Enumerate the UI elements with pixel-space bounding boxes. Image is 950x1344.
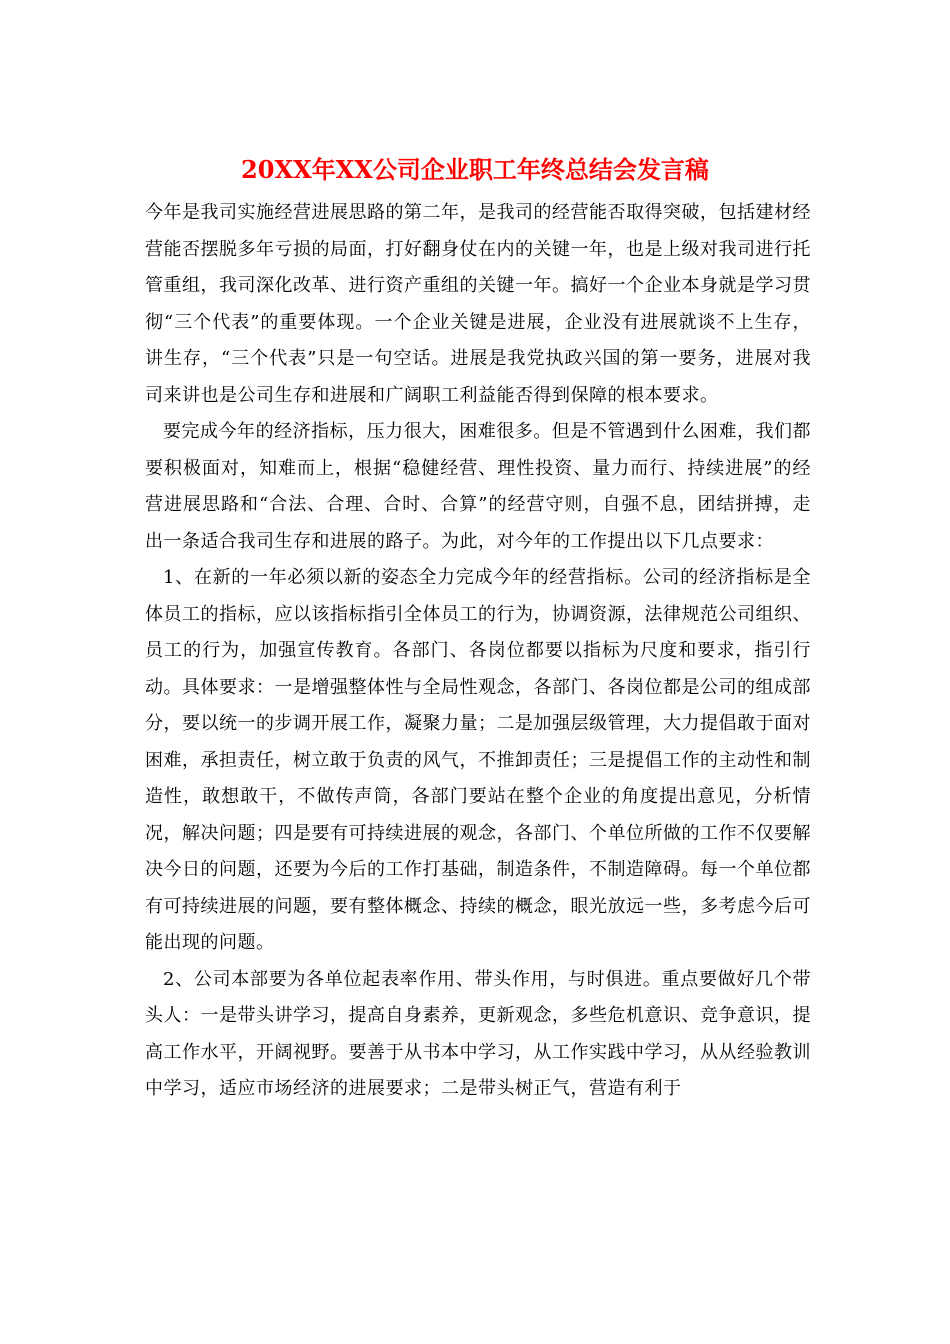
document-body [145,195,811,1108]
paragraph-point-1: 1、在新的一年必须以新的姿态全力完成今年的经营指标。公司的经济指标是全体员工的指标，应以该指标指引全体员工的行为，协调资源，法律规范公司组织、员工的行为，加强宣传教育。各部门、各岗位都要以指标为尺度和要求，指引行动。具体要求：一是增强整体性与全局性观念，各部门、各岗位都是公司的组成部分，要以统一的步调开展工作，凝聚力量；二是加强层级管理，大力提倡敢于面对困难，承担责任，树立敢于负责的风气，不推卸责任；三是提倡工作的主动性和制造性，敢想敢干，不做传声筒，各部门要站在整个企业的角度提出意见，分析情况，解决问题；四是要有可持续进展的观念，各部门、个单位所做的工作不仅要解决今日的问题，还要为今后的工作打基础，制造条件，不制造障碍。每一个单位都有可持续进展的问题，要有整体概念、持续的概念，眼光放远一些，多考虑今后可能出现的问题。 [145,567,811,953]
paragraph-point-2: 2、公司本部要为各单位起表率作用、带头作用，与时俱进。重点要做好几个带头人：一是带头讲学习，提高自身素养，更新观念，多些危机意识、竞争意识，提高工作水平，开阔视野。要善于从书本中学习，从工作实践中学习，从从经验教训中学习，适应市场经济的进展要求；二是带头树正气，营造有利于 [145,968,811,1099]
paragraph-requirements-overview: 要完成今年的经济指标，压力很大，困难很多。但是不管遇到什么困难，我们都要积极面对，知难而上，根据“稳健经营、理性投资、量力而行、持续进展”的经营进展思路和“合法、合理、合时、合算”的经营守则，自强不息，团结拼搏，走出一条适合我司生存和进展的路子。为此，对今年的工作提出以下几点要求： [145,421,811,552]
paragraph-intro: 今年是我司实施经营进展思路的第二年，是我司的经营能否取得突破，包括建材经营能否摆脱多年亏损的局面，打好翻身仗在内的关键一年，也是上级对我司进行托管重组，我司深化改革、进行资产重组的关键一年。搞好一个企业本身就是学习贯彻“三个代表”的重要体现。一个企业关键是进展，企业没有进展就谈不上生存，讲生存，“三个代表”只是一句空话。进展是我党执政兴国的第一要务，进展对我司来讲也是公司生存和进展和广阔职工利益能否得到保障的根本要求。 [145,202,811,406]
document-title: 20XX年XX公司企业职工年终总结会发言稿 [241,155,709,184]
